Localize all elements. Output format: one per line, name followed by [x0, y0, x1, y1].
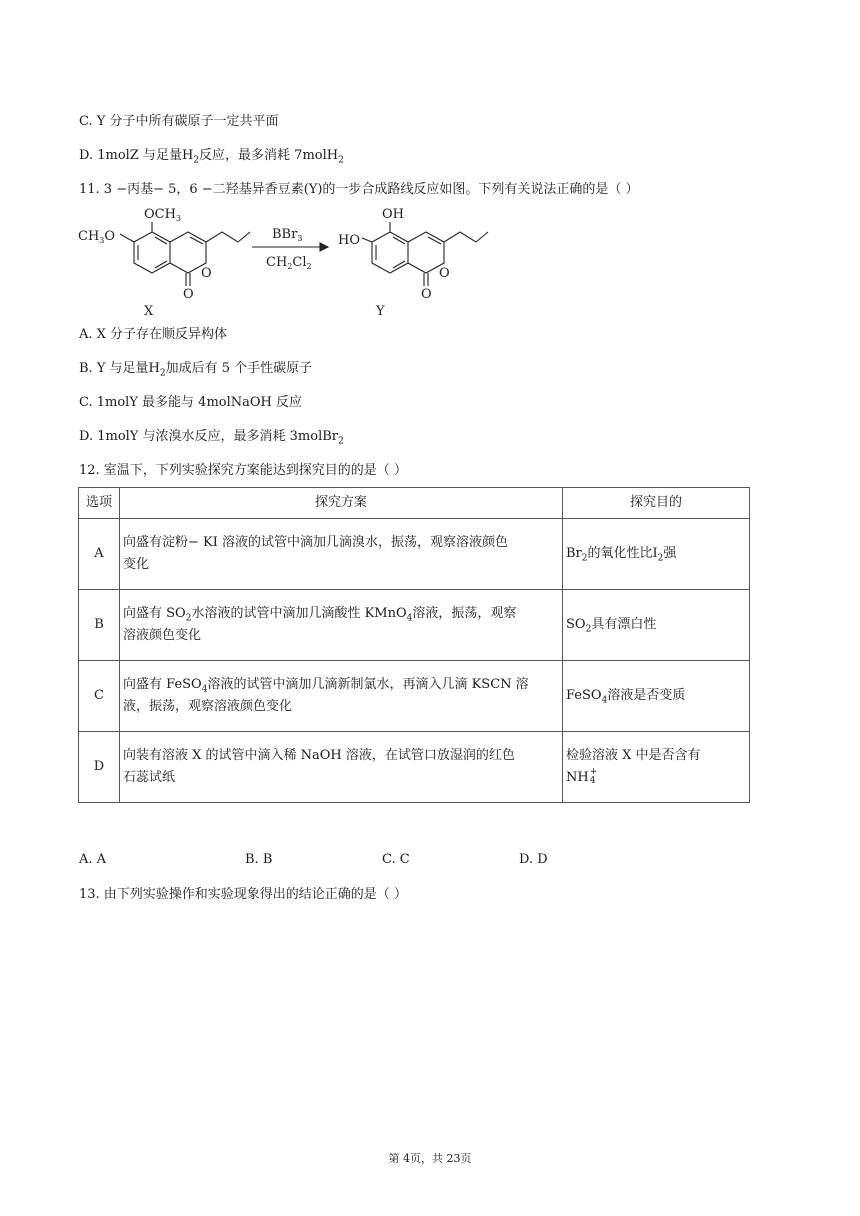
- row-option: B: [79, 590, 120, 661]
- q11-option-b: B. Y 与足量$H_2$加成后有 5 个手性碳原子: [79, 361, 313, 379]
- y-ho-label: HO: [338, 233, 360, 248]
- row-option: C: [79, 661, 120, 732]
- header-plan: 探究方案: [120, 488, 563, 519]
- y-compound-label: Y: [376, 304, 385, 319]
- y-carbonyl-o: O: [421, 287, 432, 302]
- choice-d: D. D: [519, 852, 548, 867]
- row-plan: 向盛有淀粉− KI 溶液的试管中滴加几滴溴水，振荡，观察溶液颜色 变化: [120, 519, 563, 590]
- table-row: [79, 661, 750, 732]
- table-row: [79, 590, 750, 661]
- row-plan: 向装有溶液 X 的试管中滴入稀 NaOH 溶液，在试管口放湿润的红色 石蕊试纸: [120, 732, 563, 803]
- row-option: A: [79, 519, 120, 590]
- q12-stem: 12. 室温下，下列实验探究方案能达到探究目的的是（ ）: [79, 463, 407, 478]
- row-option: D: [79, 732, 120, 803]
- row-goal: $SO_2$具有漂白性: [563, 590, 750, 661]
- choice-c: C. C: [382, 852, 410, 867]
- y-oh-label: OH: [382, 207, 404, 222]
- table-row: [79, 732, 750, 803]
- x-compound-label: X: [144, 304, 154, 319]
- row-goal: $Br_2$的氧化性比$I_2$强: [563, 519, 750, 590]
- choice-a: A. A: [79, 852, 107, 867]
- q11-option-c: C. 1molY 最多能与 4molNaOH 反应: [79, 395, 303, 410]
- reagent-bbr3: BBr$_3$: [272, 227, 303, 243]
- row-plan: 向盛有 $SO_2$水溶液的试管中滴加几滴酸性 KMnO$_4$溶液，振荡，观察 溶液颜色变化: [120, 590, 563, 661]
- row-plan: 向盛有 FeSO$_4$溶液的试管中滴加几滴新制氯水，再滴入几滴 KSCN 溶 液，振荡，观察溶液颜色变化: [120, 661, 563, 732]
- x-ring-o: O: [201, 266, 212, 281]
- table-header-row: [79, 488, 750, 519]
- experiment-table: [78, 487, 750, 803]
- q13-stem: 13. 由下列实验操作和实验现象得出的结论正确的是（ ）: [79, 887, 407, 902]
- x-carbonyl-o: O: [183, 287, 194, 302]
- x-och3-label: $OCH_3$: [144, 207, 182, 223]
- x-ch3o-label: $CH_3O$: [78, 229, 116, 245]
- page-footer: 第 4页，共 23页: [388, 1152, 472, 1165]
- q10-option-d: D. 1molZ 与足量$H_2$反应，最多消耗 7molH$_2$: [79, 148, 344, 166]
- header-goal: 探究目的: [563, 488, 750, 519]
- q11-stem: 11. 3 −丙基− 5，6 −二羟基异香豆素(Y)的一步合成路线反应如图。下列有关说法正确的是（ ）: [79, 182, 639, 197]
- table-row: [79, 519, 750, 590]
- y-ring-o: O: [439, 266, 450, 281]
- q12-choices: [79, 852, 679, 870]
- q11-option-d: D. 1molY 与浓溴水反应，最多消耗 3molBr$_2$: [79, 429, 344, 447]
- q10-option-c: C. Y 分子中所有碳原子一定共平面: [79, 114, 279, 129]
- q11-option-a: A. X 分子存在顺反异构体: [79, 327, 228, 342]
- row-goal: 检验溶液 X 中是否含有 NH+ 4: [563, 732, 750, 803]
- reaction-scheme: [72, 200, 502, 320]
- header-option: 选项: [79, 488, 120, 519]
- row-goal: FeSO$_4$溶液是否变质: [563, 661, 750, 732]
- reagent-ch2cl2: $CH_2Cl_2$: [266, 255, 312, 271]
- choice-b: B. B: [245, 852, 273, 867]
